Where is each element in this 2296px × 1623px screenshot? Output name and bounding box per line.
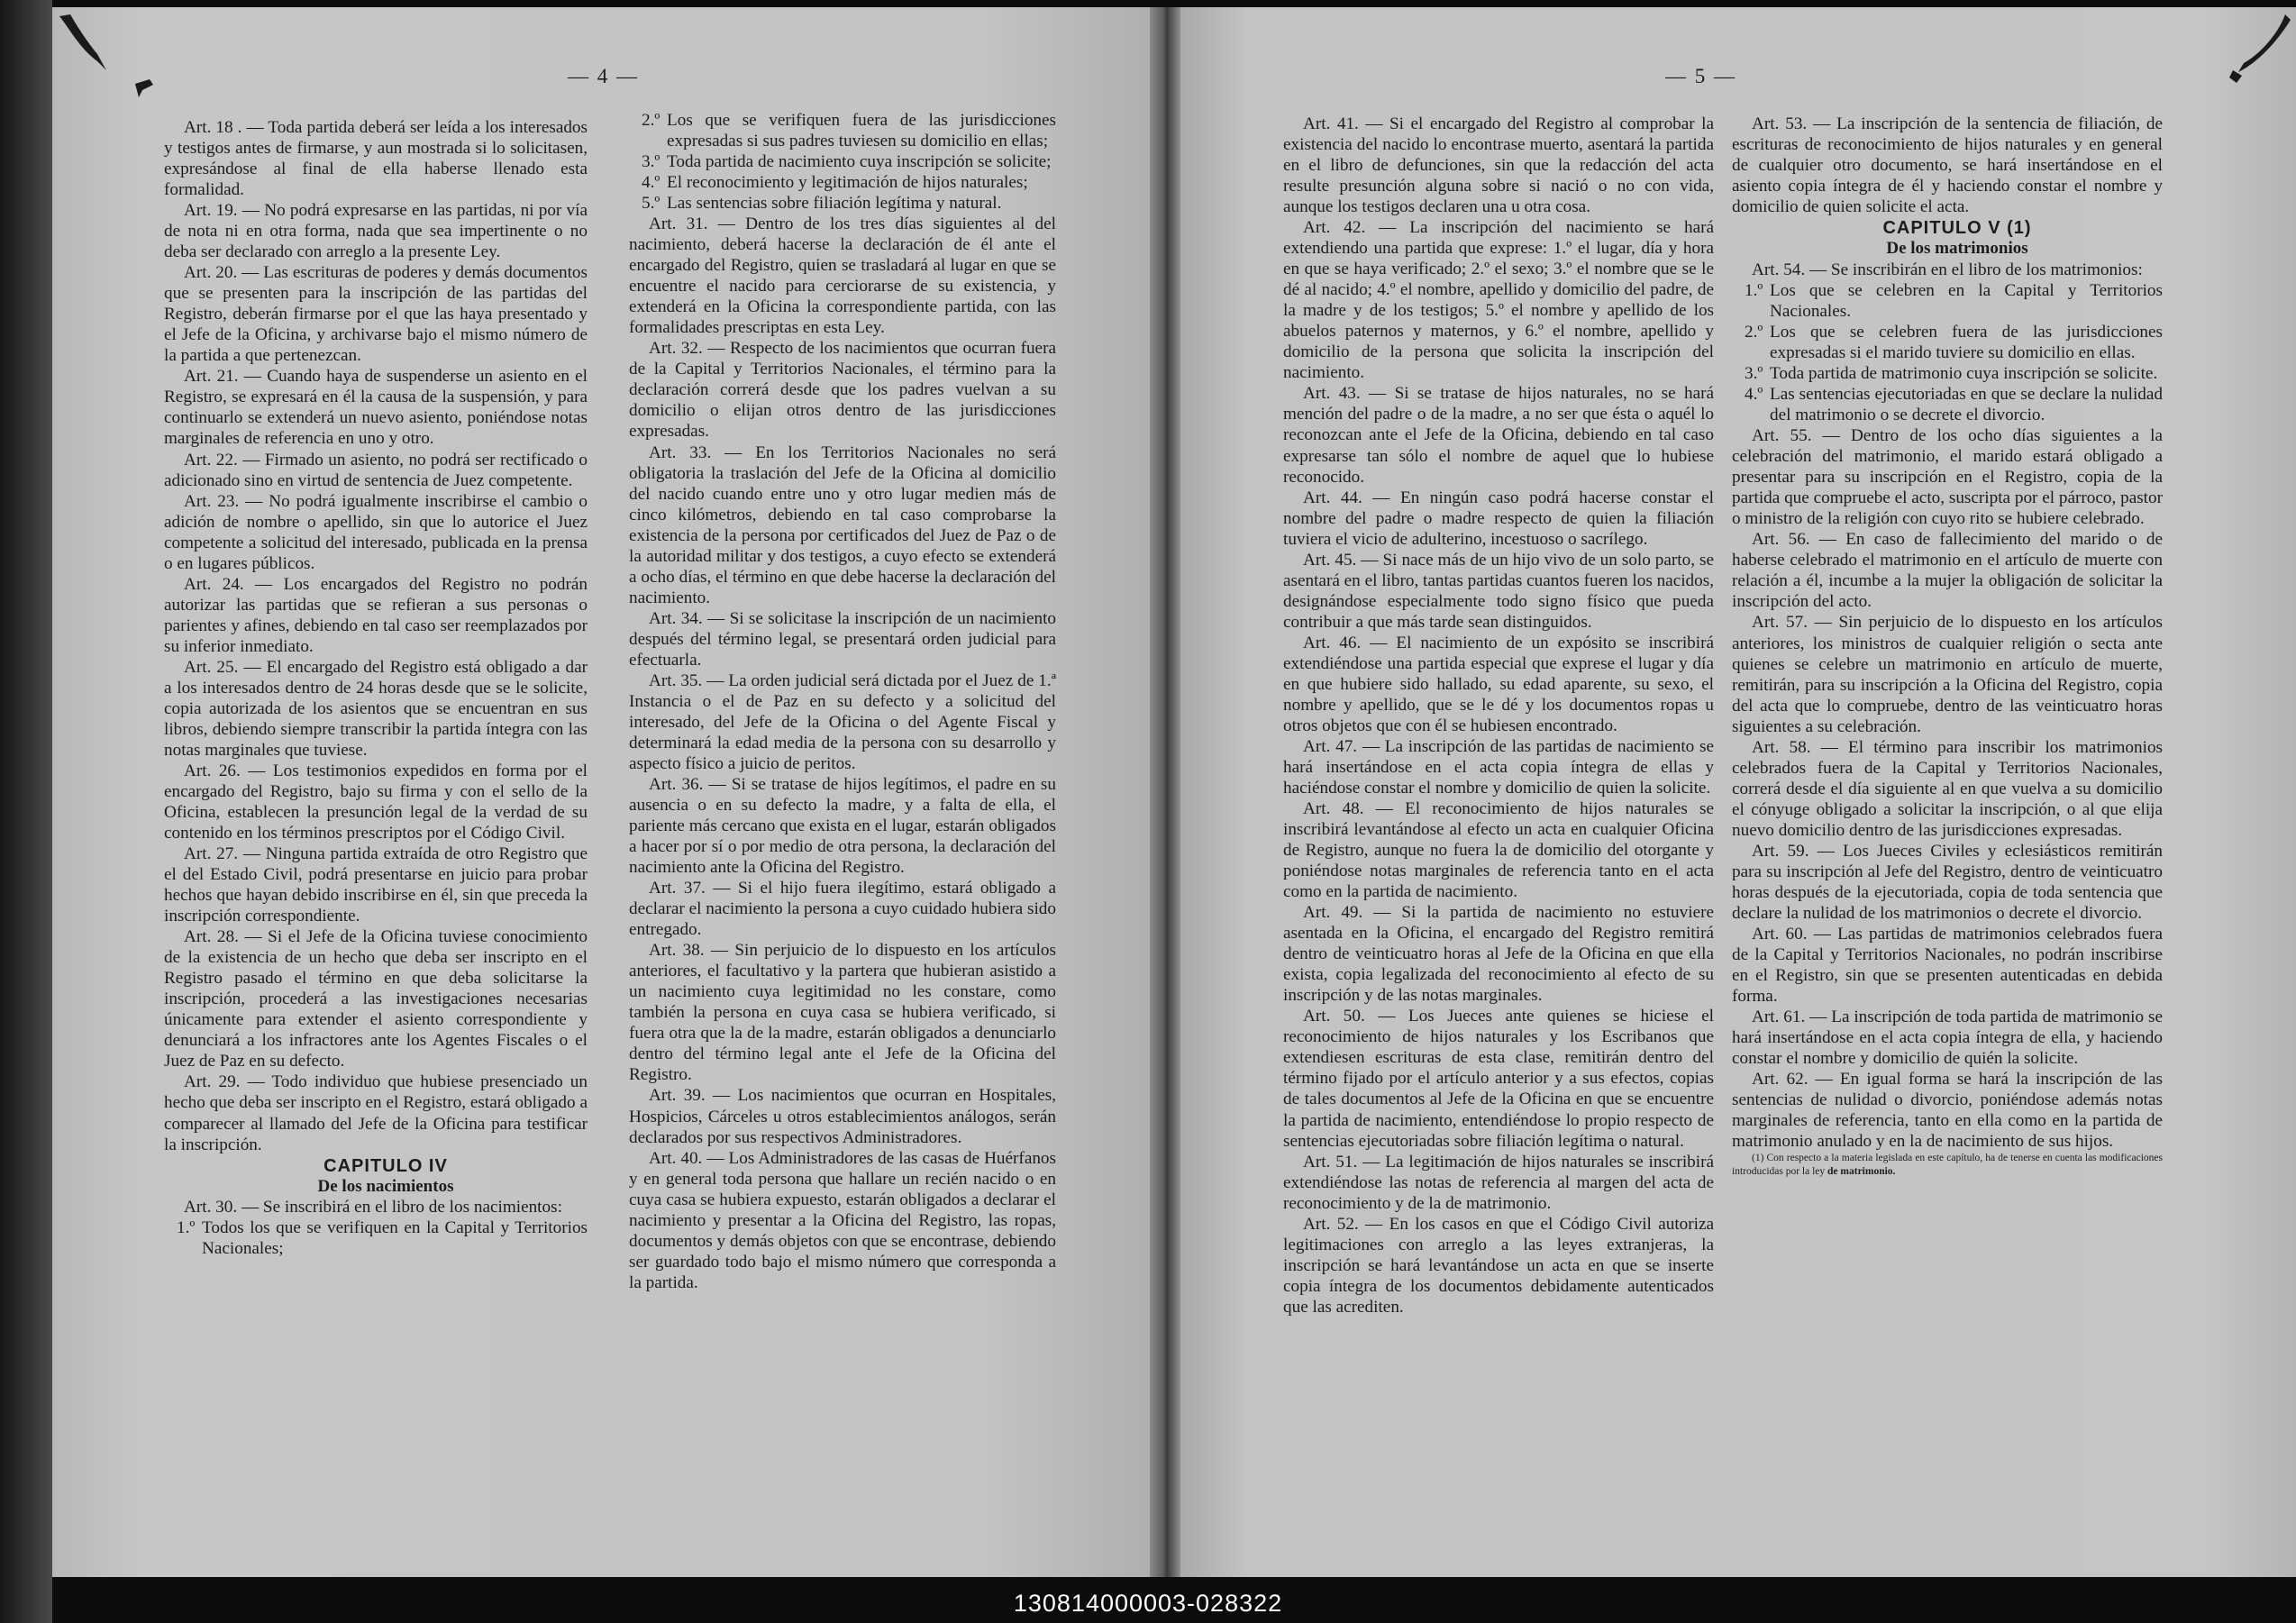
article-paragraph: Art. 25. — El encargado del Registro está obligado a dar a los interesados dentro de 24 horas desde que se le solicite, copia autorizada de los asientos que se encuentran en sus libros, debiendo siempre transcribir la partida íntegra con las notas marginales que tuviese.	[164, 657, 588, 760]
article-paragraph: Art. 47. — La inscripción de las partidas de nacimiento se hará insertándose en el acta copia íntegra de ellas y haciéndose constar el nombre y domicilio de quien la solicite.	[1283, 736, 1714, 798]
article-paragraph: Art. 61. — La inscripción de toda partida de matrimonio se hará insertándose en el acta copia íntegra de ella, y haciendo constar el nombre y domicilio de quién la solicite.	[1732, 1008, 2163, 1069]
article-paragraph: Art. 46. — El nacimiento de un expósito se inscribirá extendiéndose una partida especial que exprese el lugar y día en que hubiere sido hallado, su edad aparente, su sexo, el nombre y apellido, que se le dé y los documentos ropas u otros objetos que con él se hubiesen encontrado.	[1283, 633, 1714, 735]
folded-corner-mark	[2197, 7, 2296, 106]
item-number: 4.º	[1745, 385, 1763, 405]
article-paragraph: Art. 35. — La orden judicial será dictada por el Juez de 1.ª Instancia o el de Paz en su defecto y a solicitud del interesado, del Jefe de la Oficina o del Agente Fiscal y determinará la edad media de la persona con su desarrollo y aspecto físico a juicio de peritos.	[629, 670, 1056, 773]
article-paragraph: Art. 42. — La inscripción del nacimiento se hará extendiendo una partida que exprese: 1.º el lugar, día y hora en que se haya verificado; 2.º el sexo; 3.º el nombre que se le dé al nacido; 4.º el nombre, apellido y domicilio del padre, de la madre y de los testigos; 5.º el nombre y apellido de los abuelos paternos y maternos, y 6.º el nombre, apellido y domicilio de la persona que solicita la inscripción del nacimiento.	[1283, 218, 1714, 383]
article-paragraph: Art. 19. — No podrá expresarse en las partidas, ni por vía de nota ni en otra forma, nada que sea impertinente o no deba ser declarado con arreglo a la presente Ley.	[164, 201, 588, 262]
torn-corner-mark	[52, 7, 160, 106]
article-paragraph: Art. 39. — Los nacimientos que ocurran en Hospitales, Hospicios, Cárceles u otros establecimientos análogos, serán declarados por sus respectivos Administradores.	[629, 1086, 1056, 1147]
article-paragraph: Art. 38. — Sin perjuicio de lo dispuesto en los artículos anteriores, el facultativo y la partera que hubieran asistido a un nacimiento cuya legitimidad no les constare, como también la persona en cuya casa se hubiera verificado, si fuera otra que la de la madre, estarán obligados a denunciarlo dentro del término legal ante el Jefe de la Oficina del Registro.	[629, 941, 1056, 1085]
scanner-edge	[0, 0, 52, 1623]
chapter-subheading: De los nacimientos	[317, 1176, 454, 1196]
article-paragraph: Art. 49. — Si la partida de nacimiento no estuviere asentada en la Oficina, el encargado del Registro remitirá dentro de veinticuatro horas al Jefe de la Oficina en que ella exista, copia legalizada del reconocimiento al efecto de su inscripción y de las notas marginales.	[1283, 903, 1714, 1006]
item-text: El reconocimiento y legitimación de hijos naturales;	[667, 173, 1028, 193]
article-paragraph: Art. 26. — Los testimonios expedidos en forma por el encargado del Registro, bajo su firma y con el sello de la Oficina, establecen la presunción legal de la verdad de su contenido en los términos prescriptos por el Código Civil.	[164, 761, 588, 843]
enumerated-item	[629, 193, 1056, 214]
article-paragraph: Art. 28. — Si el Jefe de la Oficina tuviese conocimiento de la existencia de un hecho que deba ser inscripto en el Registro pasado el término en que deba solicitarse la inscripción, procederá a las investigaciones necesarias únicamente para extender el asiento correspondiente y denunciará a los infractores ante los Agentes Fiscales o el Juez de Paz en su defecto.	[164, 927, 588, 1071]
article-paragraph: Art. 41. — Si el encargado del Registro al comprobar la existencia del nacido lo encontrase muerto, asentará la partida en el libro de defunciones, sin que la redacción del acta resulte presunción alguna sobre si nació o no con vida, aunque los testigos declaren una u otra cosa.	[1283, 114, 1714, 217]
article-paragraph: Art. 18 . — Toda partida deberá ser leída a los interesados y testigos antes de firmarse, y aun mostrada si lo solicitasen, expresándose al final de ella haberse llenado esta formalidad.	[164, 118, 588, 200]
item-number: 4.º	[642, 173, 661, 193]
scan-id-label: 130814000003-028322	[1013, 1590, 1283, 1617]
item-text: Toda partida de matrimonio cuya inscripción se solicite.	[1770, 364, 2158, 384]
left-page-column-1	[164, 117, 588, 1259]
item-text: Los que se verifiquen fuera de las jurisdicciones expresadas si sus padres tuviesen su domicilio en ellas;	[667, 111, 1056, 151]
item-number: 3.º	[642, 152, 661, 172]
item-number: 2.º	[642, 111, 661, 130]
enumerated-item	[629, 172, 1056, 193]
article-paragraph: Art. 22. — Firmado un asiento, no podrá ser rectificado o adicionado sino en virtud de sentencia de Juez competente.	[164, 450, 588, 490]
footnote-bold: de matrimonio.	[1827, 1165, 1896, 1177]
article-paragraph: Art. 60. — Las partidas de matrimonios celebrados fuera de la Capital y Territorios Nacionales, no podrán inscribirse en el Registro, sin que se presenten autenticadas en debida forma.	[1732, 924, 2163, 1007]
article-paragraph: Art. 48. — El reconocimiento de hijos naturales se inscribirá levantándose al efecto un acta en cualquier Oficina de Registro, aunque no fuera la de domicilio del otorgante y poniéndose notas marginales de referencia tanto en el acta como en la partida de nacimiento.	[1283, 799, 1714, 902]
item-text: Todos los que se verifiquen en la Capital y Territorios Nacionales;	[202, 1218, 588, 1259]
left-page	[52, 7, 1150, 1577]
enumerated-item	[1732, 384, 2163, 425]
article-paragraph: Art. 45. — Si nace más de un hijo vivo de un solo parto, se asentará en el libro, tantas partidas cuantos fueren los nacidos, designándose especialmente todo signo físico que pueda contribuir a que más tarde sean distinguidos.	[1283, 550, 1714, 632]
item-text: Las sentencias ejecutoriadas en que se declare la nulidad del matrimonio o se decrete el divorcio.	[1770, 385, 2163, 425]
article-paragraph: Art. 43. — Si se tratase de hijos naturales, no se hará mención del padre o de la madre, a no ser que ésta o aquél lo reconozcan ante el Jefe de la Oficina, debiendo en tal caso expresarse tan sólo el nombre de aquel que lo hubiese reconocido.	[1283, 384, 1714, 487]
article-paragraph: Art. 34. — Si se solicitase la inscripción de un nacimiento después del término legal, se presentará orden judicial para efectuarla.	[629, 608, 1056, 670]
book-gutter	[1150, 7, 1180, 1577]
enumerated-item	[629, 110, 1056, 151]
article-paragraph: Art. 51. — La legitimación de hijos naturales se inscribirá extendiéndose las notas de referencia al margen del acta de reconocimiento y de la de matrimonio.	[1283, 1152, 1714, 1213]
article-paragraph: Art. 33. — En los Territorios Nacionales no será obligatoria la traslación del Jefe de la Oficina al domicilio del nacido cuando entre uno y otro lugar medien más de cinco kilómetros, debiendo en tal caso comprobarse la existencia de la persona por certificados del Juez de Paz o de la autoridad militar y dos testigos, a cuyo efecto se extenderá a ocho días, el término en que debe hacerse la declaración del nacimiento.	[629, 442, 1056, 607]
article-paragraph: Art. 24. — Los encargados del Registro no podrán autorizar las partidas que se refieran a sus personas o parientes y afines, debiendo en tal caso ser reemplazados por su inferior inmediato.	[164, 574, 588, 656]
item-number: 3.º	[1745, 364, 1763, 384]
enumerated-item	[1732, 322, 2163, 363]
enumerated-item	[1732, 280, 2163, 322]
article-paragraph: Art. 62. — En igual forma se hará la inscripción de las sentencias de nulidad o divorcio, poniéndose además notas marginales de referencia, tanto en ella como en la partida de matrimonio anulado y en la de nacimiento de sus hijos.	[1732, 1070, 2163, 1152]
page-number: — 5 —	[1665, 65, 1736, 87]
right-page-column-1	[1283, 114, 1714, 1318]
article-paragraph: Art. 37. — Si el hijo fuera ilegítimo, estará obligado a declarar el nacimiento la persona a cuyo cuidado hubiera sido entregado.	[629, 879, 1056, 940]
item-number: 1.º	[1745, 280, 1763, 300]
enumerated-item	[1732, 363, 2163, 384]
article-paragraph: Art. 53. — La inscripción de la sentencia de filiación, de escrituras de reconocimiento de hijos naturales y en general de cualquier otro documento, se hará insertándose en el asiento copia íntegra de él y haciendo constar el nombre y domicilio de quien solicite el acta.	[1732, 114, 2163, 217]
item-text: Los que se celebren fuera de las jurisdicciones expresadas si el marido tuviere su domicilio en ellas.	[1770, 323, 2163, 363]
footnote	[1732, 1152, 2163, 1178]
article-paragraph: Art. 31. — Dentro de los tres días siguientes al del nacimiento, deberá hacerse la declaración de él ante el encargado del Registro, quien se trasladará al lugar en que se encuentre el nacido para cerciorarse de su existencia, y extenderá en la Oficina la correspondiente partida, con las formalidades prescriptas en esta Ley.	[629, 214, 1056, 338]
footnote-text: (1) Con respecto a la materia legislada en este capítulo, ha de tenerse en cuenta las modificaciones introducidas por la ley	[1732, 1153, 2163, 1177]
enumerated-item	[164, 1217, 588, 1259]
article-paragraph: Art. 27. — Ninguna partida extraída de otro Registro que el del Estado Civil, podrá presentarse en juicio para probar hechos que hayan debido inscribirse en él, sin que preceda la inscripción correspondiente.	[164, 844, 588, 926]
article-paragraph: Art. 29. — Todo individuo que hubiese presenciado un hecho que deba ser inscripto en el Registro, estará obligado a comparecer al llamado del Jefe de la Oficina para testificar la inscripción.	[164, 1072, 588, 1154]
item-text: Las sentencias sobre filiación legítima y natural.	[667, 194, 1002, 214]
article-paragraph: Art. 30. — Se inscribirá en el libro de los nacimientos:	[184, 1198, 562, 1217]
article-paragraph: Art. 58. — El término para inscribir los matrimonios celebrados fuera de la Capital y Territorios Nacionales, correrá desde el día siguiente al en que vuelva a su domicilio el cónyuge obligado a solicitar la inscripción, o al que elija nuevo domicilio dentro de las jurisdicciones expresadas.	[1732, 737, 2163, 840]
item-text: Los que se celebren en la Capital y Territorios Nacionales.	[1770, 280, 2163, 322]
left-page-column-2	[629, 110, 1056, 1293]
article-paragraph: Art. 52. — En los casos en que el Código Civil autoriza legitimaciones con arreglo a las leyes extranjeras, la inscripción se hará levantándose un acta en que se inserte copia íntegra de los documentos debidamente autenticados que las acrediten.	[1283, 1214, 1714, 1317]
item-text: Toda partida de nacimiento cuya inscripción se solicite;	[667, 152, 1052, 172]
article-paragraph: Art. 21. — Cuando haya de suspenderse un asiento en el Registro, se expresará en él la causa de la suspensión, y para continuarlo se extenderá un nuevo asiento, poniéndose notas marginales de referencia en uno y otro.	[164, 367, 588, 449]
article-paragraph: Art. 36. — Si se tratase de hijos legítimos, el padre en su ausencia o en su defecto la madre, y a falta de ella, el pariente más cercano que exista en el lugar, estarán obligados a hacer por sí o por medio de otra persona, la declaración del nacimiento ante la Oficina del Registro.	[629, 775, 1056, 878]
enumerated-item	[629, 151, 1056, 172]
right-page-column-2	[1732, 114, 2163, 1178]
item-number: 1.º	[177, 1218, 196, 1238]
article-paragraph: Art. 23. — No podrá igualmente inscribirse el cambio o adición de nombre o apellido, sin que lo autorice el Juez competente a solicitud del interesado, publicada en la prensa o en lugares públicos.	[164, 491, 588, 573]
article-paragraph: Art. 57. — Sin perjuicio de lo dispuesto en los artículos anteriores, los ministros de cualquier religión o secta ante quienes se celebre un matrimonio en artículo de muerte, remitirán, para su inscripción a la Oficina del Registro, copia del acta que lo compruebe, dentro de las veinticuatro horas siguientes a su celebración.	[1732, 613, 2163, 736]
right-page	[1180, 7, 2296, 1577]
article-paragraph: Art. 59. — Los Jueces Civiles y eclesiásticos remitirán para su inscripción al Jefe del Registro, dentro de veinticuatro horas después de la ejecutoriada, copia de toda sentencia que declare la nulidad de los matrimonios o decrete el divorcio.	[1732, 841, 2163, 923]
article-paragraph: Art. 32. — Respecto de los nacimientos que ocurran fuera de la Capital y Territorios Nacionales, el término para la declaración correrá desde que los padres vuelvan a su domicilio o elijan otros dentro de las jurisdicciones expresadas.	[629, 339, 1056, 442]
article-paragraph: Art. 44. — En ningún caso podrá hacerse constar el nombre del padre o madre respecto de quien la filiación tuviera el vicio de adulterino, incestuoso o sacrílego.	[1283, 488, 1714, 549]
article-paragraph: Art. 40. — Los Administradores de las casas de Huérfanos y en general toda persona que hallare un recién nacido o en cuya casa se hubiera expuesto, estarán obligados a declarar el nacimiento y presentar a la Oficina del Registro, las ropas, documentos y demás objetos con que se encontrase, debiendo ser guardado todo bajo el mismo número que corresponda a la partida.	[629, 1148, 1056, 1292]
chapter-subheading: De los matrimonios	[1886, 239, 2028, 259]
item-number: 2.º	[1745, 323, 1763, 342]
article-paragraph: Art. 54. — Se inscribirán en el libro de los matrimonios:	[1752, 260, 2143, 279]
article-paragraph: Art. 55. — Dentro de los ocho días siguientes a la celebración del matrimonio, el marido estará obligado a presentar para su inscripción en el Registro, copia de la partida que compruebe el acto, suscripta por el párroco, pastor o ministro de la religión con cuyo rito se hubiere celebrado.	[1732, 426, 2163, 529]
page-number: — 4 —	[568, 65, 639, 87]
chapter-heading: CAPITULO V (1)	[1882, 218, 2032, 239]
chapter-heading: CAPITULO IV	[323, 1155, 448, 1176]
article-paragraph: Art. 56. — En caso de fallecimiento del marido o de haberse celebrado el matrimonio en el artículo de muerte con relación a él, incumbe a la mujer la obligación de solicitar la inscripción del acto.	[1732, 530, 2163, 612]
item-number: 5.º	[642, 194, 661, 214]
article-paragraph: Art. 50. — Los Jueces ante quienes se hiciese el reconocimiento de hijos naturales y los Escribanos que extendiesen escrituras de esta clase, remitirán dentro del término fijado por el artículo anterior y a sus efectos, copias de tales documentos al Jefe de la Oficina en que se encuentre la partida de nacimiento, entendiéndose lo propio respecto de sentencias ejecutoriadas sobre filiación legítima o natural.	[1283, 1007, 1714, 1151]
article-paragraph: Art. 20. — Las escrituras de poderes y demás documentos que se presenten para la inscripción de las partidas del Registro, deberán firmarse por el que las haya presentado y el Jefe de la Oficina, y archivarse bajo el mismo número de la partida a que pertenezcan.	[164, 263, 588, 366]
